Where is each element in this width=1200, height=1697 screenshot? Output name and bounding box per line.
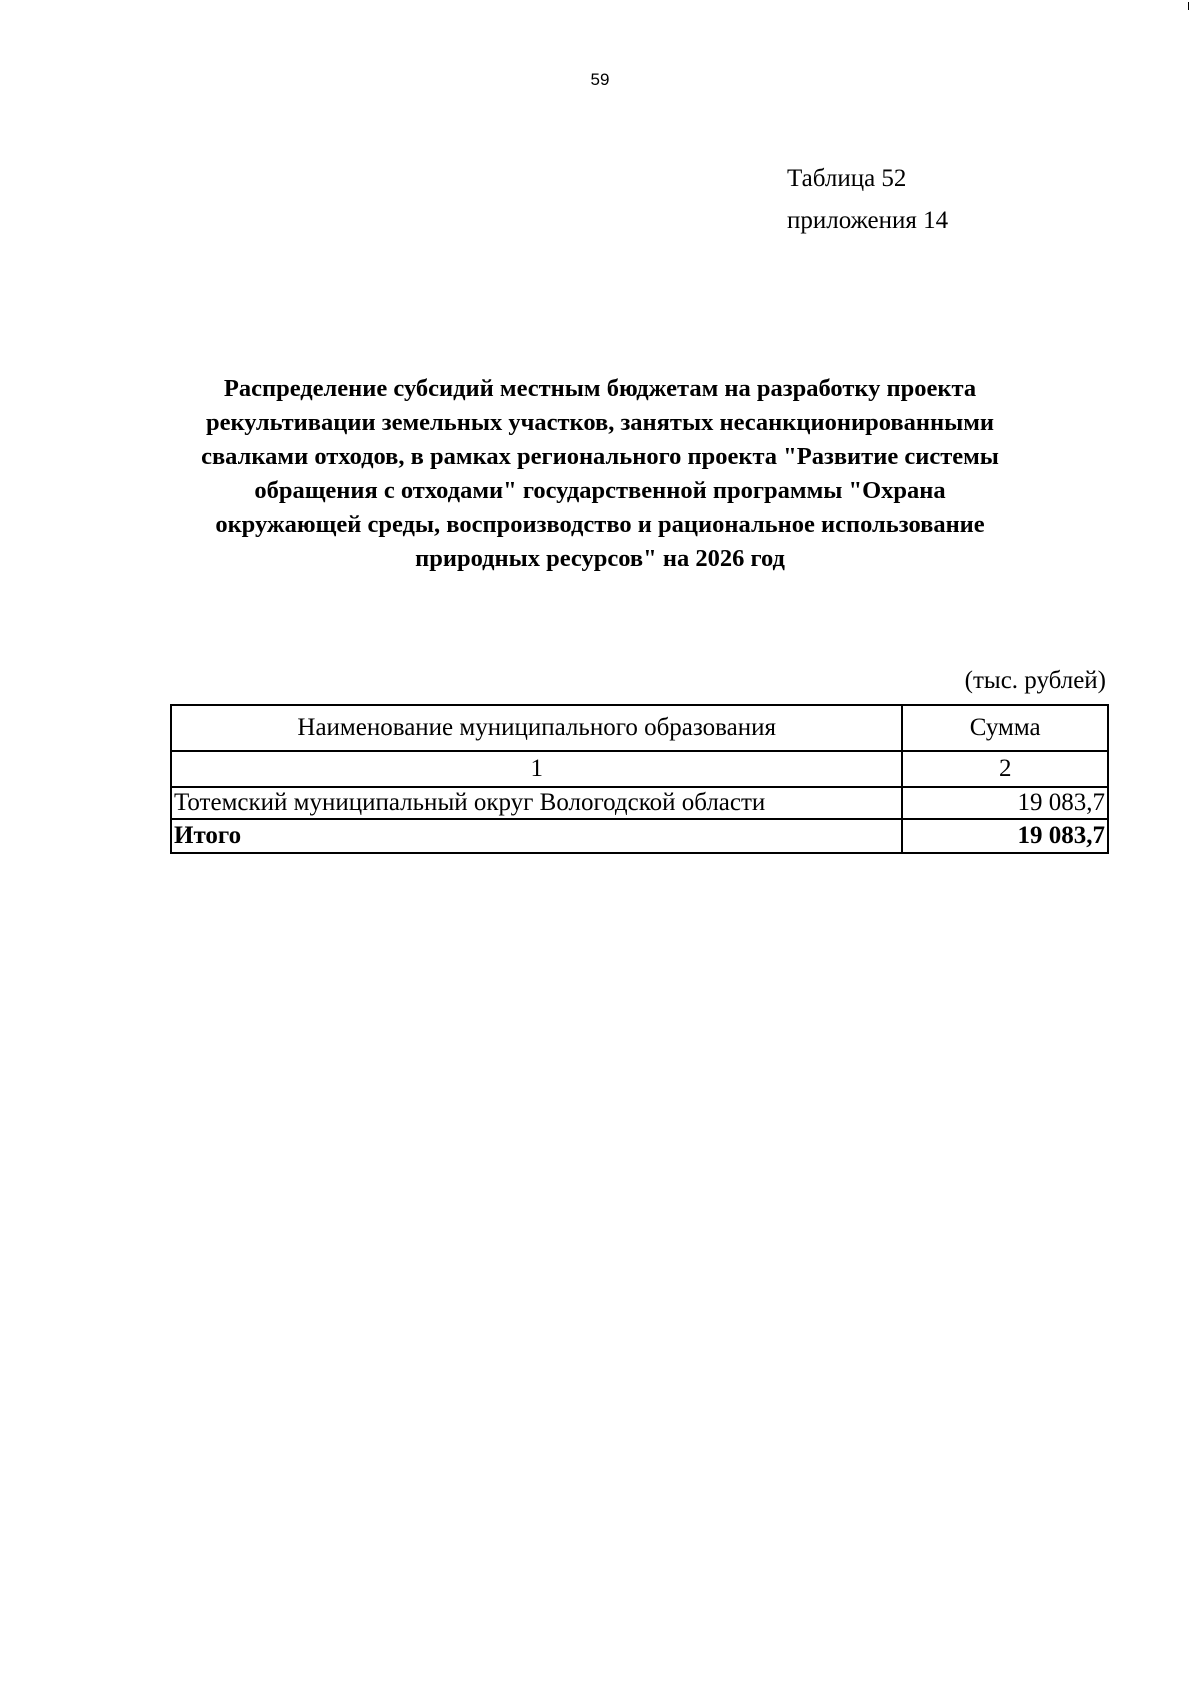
title-line: рекультивации земельных участков, занятых несанкционированными — [205, 409, 995, 436]
column-number-row — [171, 751, 1108, 787]
subsidy-table — [170, 704, 1109, 854]
title-line: обращения с отходами" государственной программы "Охрана — [254, 477, 946, 504]
table-number: Таблица 52 — [787, 165, 907, 192]
title-line: свалками отходов, в рамках регионального проекта "Развитие системы — [201, 443, 999, 470]
title-line: природных ресурсов" на 2026 год — [415, 545, 785, 572]
municipality-name: Тотемский муниципальный округ Вологодской области — [171, 787, 902, 819]
header-name: Наименование муниципального образования — [171, 705, 902, 751]
appendix-number: приложения 14 — [787, 207, 949, 234]
title-line: окружающей среды, воспроизводство и рациональное использование — [215, 511, 985, 538]
page-number: 59 — [590, 70, 610, 89]
header-amount: Сумма — [902, 705, 1108, 751]
table-reference — [787, 158, 948, 242]
total-amount: 19 083,7 — [902, 819, 1108, 853]
title-line: Распределение субсидий местным бюджетам на разработку проекта — [223, 375, 977, 402]
table-row — [171, 787, 1108, 819]
total-row — [171, 819, 1108, 853]
table-header-row — [171, 705, 1108, 751]
column-number: 1 — [171, 751, 902, 787]
amount-cell: 19 083,7 — [902, 787, 1108, 819]
units-label: (тыс. рублей) — [964, 667, 1106, 694]
scan-mark — [1188, 2, 1189, 10]
total-label: Итого — [171, 819, 902, 853]
column-number: 2 — [902, 751, 1108, 787]
document-title — [150, 372, 1050, 576]
